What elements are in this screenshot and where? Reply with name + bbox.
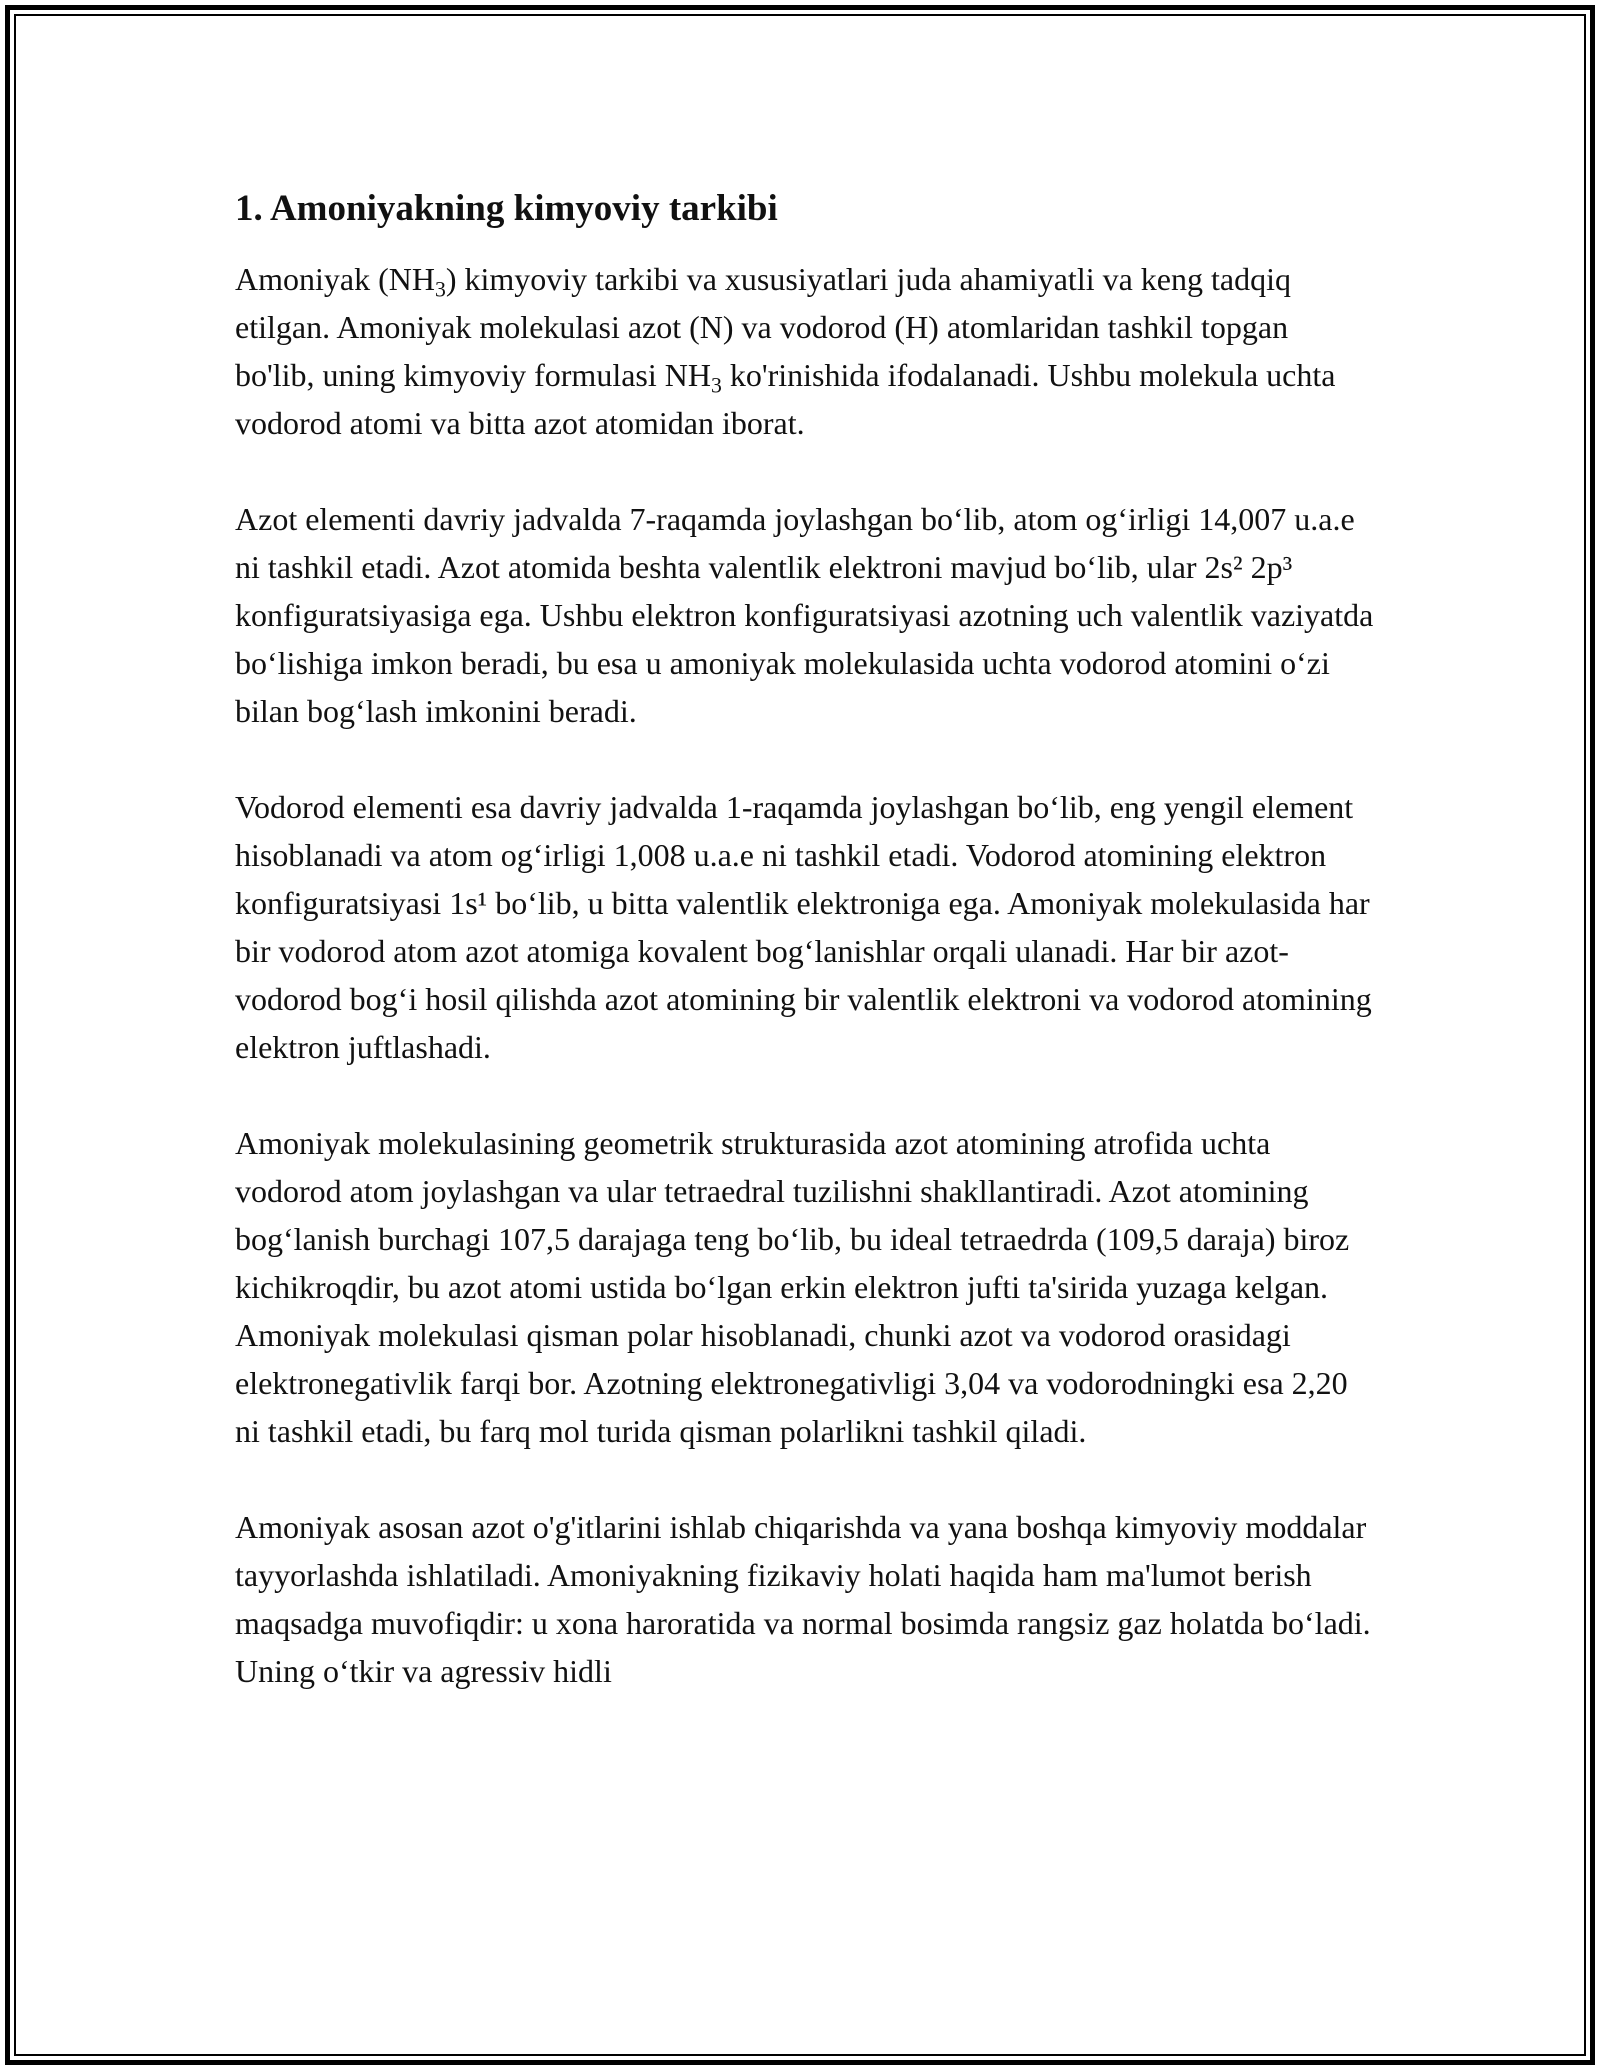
paragraph-1 (235, 255, 1375, 447)
subscript-3: 3 (434, 277, 446, 302)
paragraph-5: Amoniyak asosan azot o'g'itlarini ishlab chiqarishda va yana boshqa kimyoviy moddalar tayyorlashda ishlatiladi. Amoniyakning fizikaviy holati haqida ham ma'lumot berish maqsadga muvofiqdir: u xona haroratida va normal bosimda rangsiz gaz holatda bo‘ladi. Uning o‘tkir va agressiv hidli (235, 1509, 1371, 1690)
paragraph-1-part-b: ) kimyoviy tarkibi va xususiyatlari juda ahamiyatli va keng tadqiq etilgan. Amoniyak molekulasi azot (N) va vodorod (H) atomlaridan tashkil topgan bo'lib, uning kimyoviy formulasi NH (235, 261, 1291, 394)
document-body (235, 185, 1375, 1695)
paragraph-4: Amoniyak molekulasining geometrik strukturasida azot atomining atrofida uchta vodorod atom joylashgan va ular tetraedral tuzilishni shakllantiradi. Azot atomining bog‘lanish burchagi 107,5 darajaga teng bo‘lib, bu ideal tetraedrda (109,5 daraja) biroz kichikroqdir, bu azot atomi ustida bo‘lgan erkin elektron jufti ta'sirida yuzaga kelgan. Amoniyak molekulasi qisman polar hisoblanadi, chunki azot va vodorod orasidagi elektronegativlik farqi bor. Azotning elektronegativligi 3,04 va vodorodningki esa 2,20 ni tashkil etadi, bu farq mol turida qisman polarlikni tashkil qiladi. (235, 1125, 1350, 1450)
paragraph-3: Vodorod elementi esa davriy jadvalda 1-raqamda joylashgan bo‘lib, eng yengil element hisoblanadi va atom og‘irligi 1,008 u.a.e ni tashkil etadi. Vodorod atomining elektron konfiguratsiyasi 1s¹ bo‘lib, u bitta valentlik elektroniga ega. Amoniyak molekulasida har bir vodorod atom azot atomiga kovalent bog‘lanishlar orqali ulanadi. Har bir azot-vodorod bog‘i hosil qilishda azot atomining bir valentlik elektroni va vodorod atomining elektron juftlashadi. (235, 789, 1372, 1066)
paragraph-2: Azot elementi davriy jadvalda 7-raqamda joylashgan bo‘lib, atom og‘irligi 14,007 u.a.e ni tashkil etadi. Azot atomida beshta valentlik elektroni mavjud bo‘lib, ular 2s² 2p³ konfiguratsiyasiga ega. Ushbu elektron konfiguratsiyasi azotning uch valentlik vaziyatda bo‘lishiga imkon beradi, bu esa u amoniyak molekulasida uchta vodorod atomini o‘zi bilan bog‘lash imkonini beradi. (235, 501, 1374, 730)
heading-spacer (235, 233, 1375, 255)
paragraph-1-part-a: Amoniyak (NH (235, 261, 435, 298)
paragraph-1-part-c: ko'rinishida ifodalanadi. Ushbu molekula uchta vodorod atomi va bitta azot atomidan iborat. (235, 357, 1336, 442)
subscript-3: 3 (710, 373, 722, 398)
section-heading: 1. Amoniyakning kimyoviy tarkibi (235, 188, 778, 229)
